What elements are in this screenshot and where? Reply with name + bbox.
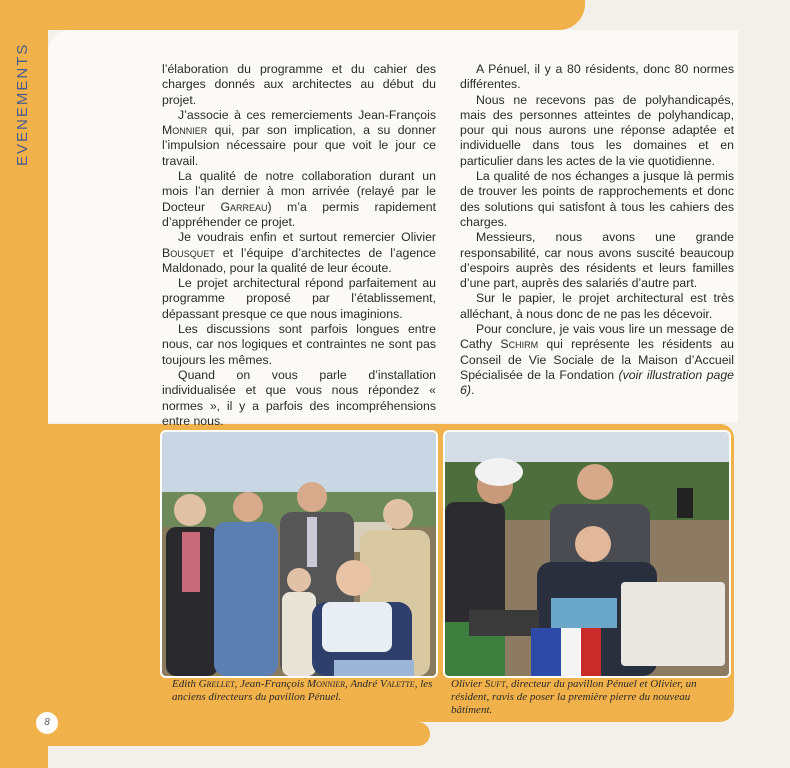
caption-photo-left: Edith Grellet, Jean-François Monnier, André Valette, les anciens directeurs du pavillon Pénuel.	[172, 678, 433, 703]
orange-bottom-band	[0, 722, 430, 746]
paragraph: La qualité de nos échanges a jusque là permis de trouver les points de rapprochements et donc des solutions qui satisfont à tous les cahiers des charges.	[460, 169, 734, 229]
paragraph: A Pénuel, il y a 80 résidents, donc 80 normes différentes.	[460, 62, 734, 92]
section-title: EVENEMENTS	[14, 42, 31, 166]
caption-photo-right: Olivier Suft, directeur du pavillon Pénuel et Olivier, un résident, ravis de poser la première pierre du nouveau bâtiment.	[451, 678, 697, 716]
text-column-left	[162, 62, 436, 429]
orange-top-band	[0, 0, 585, 30]
paragraph: l’élaboration du programme et du cahier des charges donnés aux architectes au début du projet.	[162, 62, 436, 107]
paragraph: Nous ne recevons pas de polyhandicapés, mais des personnes atteintes de polyhandicap, pour qui nous aurons une réponse adaptée et individuelle dans tous les domaines et en particulier dans les actes de la vie quotidienne.	[460, 92, 734, 168]
paragraph: Le projet architectural répond parfaitement au programme proposé par l’établissement, dépassant presque ce que nous imaginions.	[162, 276, 436, 321]
paragraph: J’associe à ces remerciements Jean-François Monnier qui, par son implication, a su donner l’impulsion nécessaire pour que voit le jour ce travail.	[162, 107, 436, 168]
paragraph: Messieurs, nous avons une grande responsabilité, car nous avons suscité beaucoup d’espoirs auprès des résidents et leurs familles d’une part, auprès des salariés d’autre part.	[460, 230, 734, 291]
group-photo	[162, 432, 436, 676]
photo-first-stone	[443, 430, 731, 678]
paragraph: Pour conclure, je vais vous lire un message de Cathy Schirm qui représente les résidents au Conseil de Vie Sociale de la Maison d’Accueil Spécialisée de la Fondation (voir illustration page 6).	[460, 322, 734, 398]
paragraph: Les discussions sont parfois longues entre nous, car nos logiques et contraintes ne sont pas toujours les mêmes.	[162, 322, 436, 367]
section-label	[10, 30, 36, 170]
paragraph: Sur le papier, le projet architectural est très alléchant, à nous donc de ne pas les décevoir.	[460, 291, 734, 321]
text-column-right	[460, 62, 734, 399]
photo-former-directors	[160, 430, 438, 678]
page-number: 8	[36, 712, 58, 734]
paragraph: Je voudrais enfin et surtout remercier Olivier Bousquet et l’équipe d’architectes de l’agence Maldonado, pour la qualité de leur écoute.	[162, 230, 436, 275]
ceremony-photo	[445, 432, 729, 676]
paragraph: Quand on vous parle d’installation individualisée et que vous nous répondez « normes », il y a parfois des incompréhensions entre nous.	[162, 367, 436, 428]
paragraph: La qualité de notre collaboration durant un mois l’an dernier à mon arrivée (relayé par le Docteur Garreau) m’a permis rapidement d’appréhender ce projet.	[162, 169, 437, 229]
